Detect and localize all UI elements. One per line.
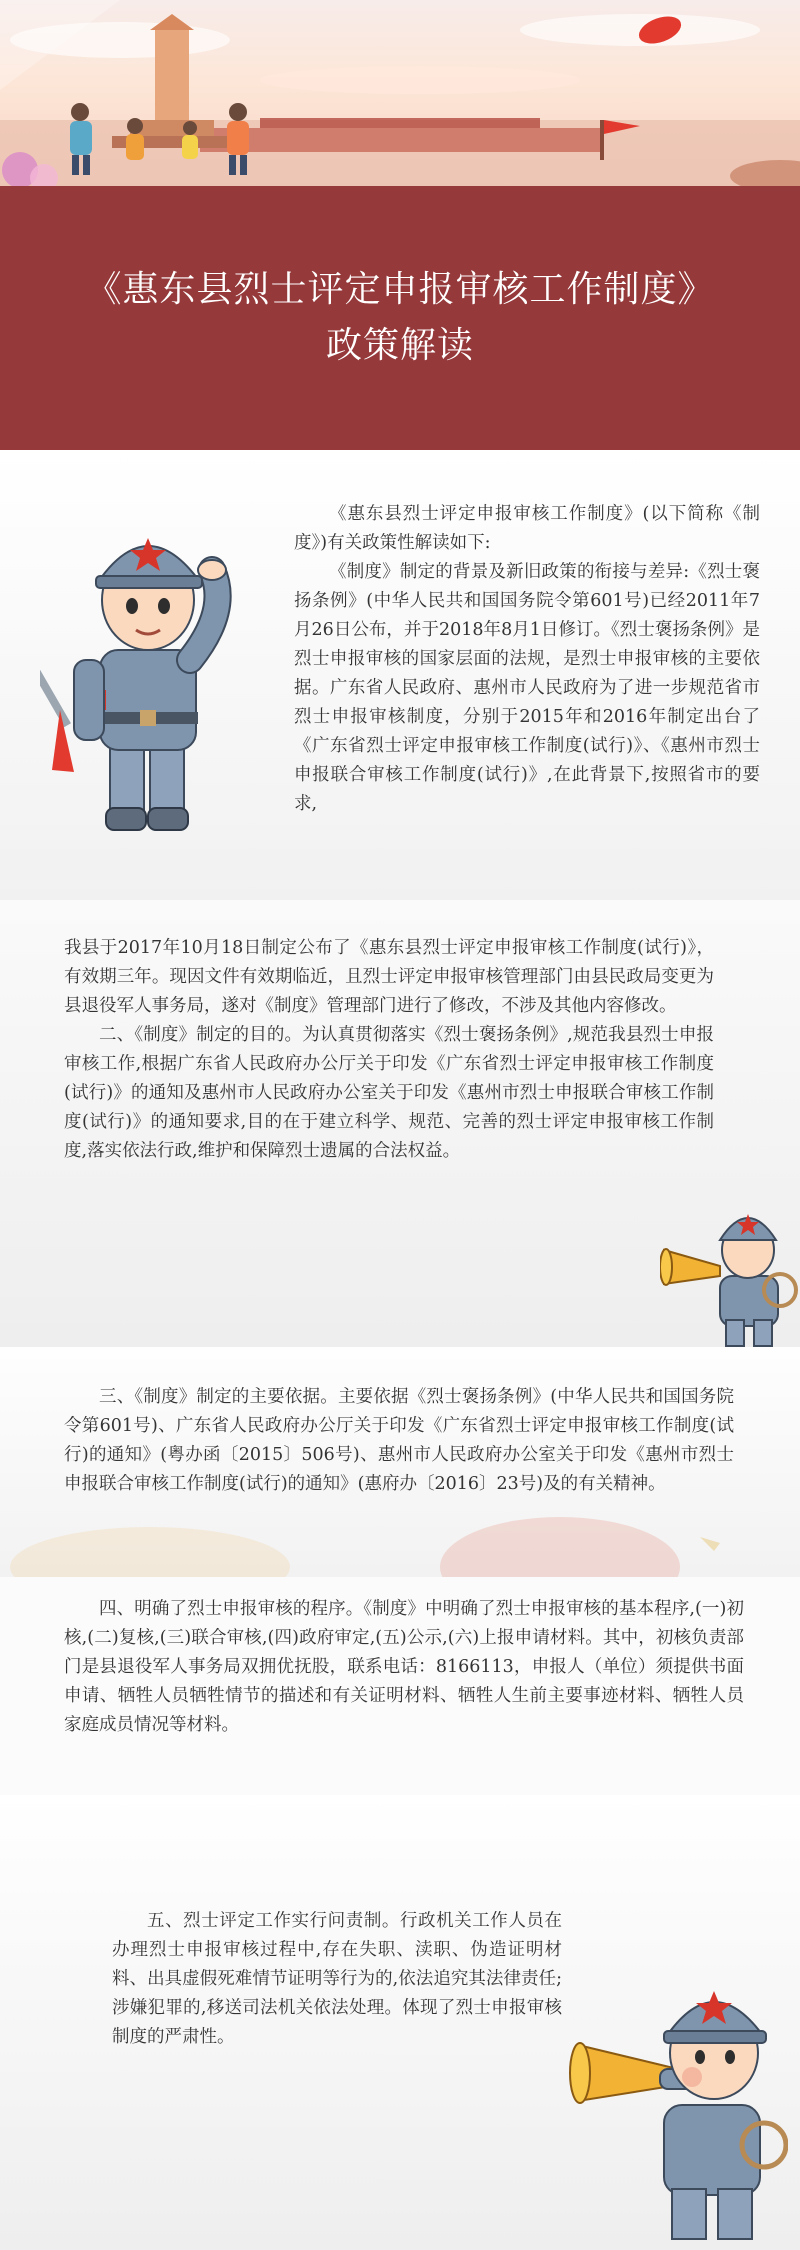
faded-flag-illustration xyxy=(0,1497,800,1577)
section-background-and-basis xyxy=(0,450,800,900)
revision-paragraph: 我县于2017年10月18日制定公布了《惠东县烈士评定申报审核工作制度(试行)》，有效期三年。现因文件有效期临近，且烈士评定申报审核管理部门由县民政局变更为县退役军人事务局，遂对《制度》管理部门进行了修改，不涉及其他内容修改。 xyxy=(64,938,714,1016)
procedure-paragraph: 四、明确了烈士申报审核的程序。《制度》中明确了烈士申报审核的基本程序,(一)初核,(二)复核,(三)联合审核,(四)政府审定,(五)公示,(六)上报申请材料。其中，初核负责部门是县退役军人事务局双拥优抚股，联系电话：8166113，申报人（单位）须提供书面申请、牺牲人员牺牲情节的描述和有关证明材料、牺牲人生前主要事迹材料、牺牲人员家庭成员情况等材料。 xyxy=(64,1599,744,1735)
section-continuation-and-purpose xyxy=(0,900,800,1347)
accountability-paragraph: 五、烈士评定工作实行问责制。行政机关工作人员在办理烈士申报审核过程中,存在失职、渎职、伪造证明材料、出具虚假死难情节证明等行为的,依法追究其法律责任;涉嫌犯罪的,移送司法机关依法处理。体现了烈士申报审核制度的严肃性。 xyxy=(112,1911,562,2047)
basis-paragraph: 三、《制度》制定的主要依据。主要依据《烈士褒扬条例》(中华人民共和国国务院令第601号)、广东省人民政府办公厅关于印发《广东省烈士评定申报审核工作制度(试行)的通知》(粤办函〔2015〕506号)、惠州市人民政府办公室关于印发《惠州市烈士申报联合审核工作制度(试行)的通知》(惠府办〔2016〕23号)及的有关精神。 xyxy=(64,1387,734,1494)
section-main-basis xyxy=(0,1347,800,1577)
bugler-soldier-illustration-large xyxy=(568,1945,788,2245)
page-title-line-1: 《惠东县烈士评定申报审核工作制度》 xyxy=(85,269,715,310)
section-accountability xyxy=(0,1795,800,2250)
bugler-soldier-illustration xyxy=(660,1180,800,1347)
section-1-text xyxy=(294,500,760,819)
header-illustration xyxy=(0,0,800,186)
intro-paragraph: 《惠东县烈士评定申报审核工作制度》(以下简称《制度》)有关政策性解读如下: xyxy=(294,504,760,553)
section-2-text xyxy=(64,934,714,1166)
section-4-text xyxy=(64,1595,744,1740)
background-paragraph: 《制度》制定的背景及新旧政策的衔接与差异:《烈士褒扬条例》(中华人民共和国国务院令第601号)已经2011年7月26日公布，并于2018年8月1日修订。《烈士褒扬条例》是烈士申报审核的国家层面的法规，是烈士申报审核的主要依据。广东省人民政府、惠州市人民政府为了进一步规范省市烈士申报审核制度，分别于2015年和2016年制定出台了《广东省烈士评定申报审核工作制度(试行)》、《惠州市烈士申报联合审核工作制度(试行)》,在此背景下,按照省市的要求, xyxy=(294,562,760,814)
title-banner xyxy=(0,186,800,450)
section-5-text xyxy=(112,1907,562,2052)
monument-illustration xyxy=(0,0,800,186)
purpose-paragraph: 二、《制度》制定的目的。为认真贯彻落实《烈士褒扬条例》,规范我县烈士申报审核工作,根据广东省人民政府办公厅关于印发《广东省烈士评定申报审核工作制度(试行)》的通知及惠州市人民政府办公室关于印发《惠州市烈士申报联合审核工作制度(试行)》的通知要求,目的在于建立科学、规范、完善的烈士评定申报审核工作制度,落实依法行政,维护和保障烈士遗属的合法权益。 xyxy=(64,1025,714,1161)
saluting-soldier-illustration xyxy=(40,490,270,850)
section-3-text xyxy=(64,1383,734,1499)
section-procedure xyxy=(0,1577,800,1795)
page-title-line-2: 政策解读 xyxy=(325,325,474,366)
